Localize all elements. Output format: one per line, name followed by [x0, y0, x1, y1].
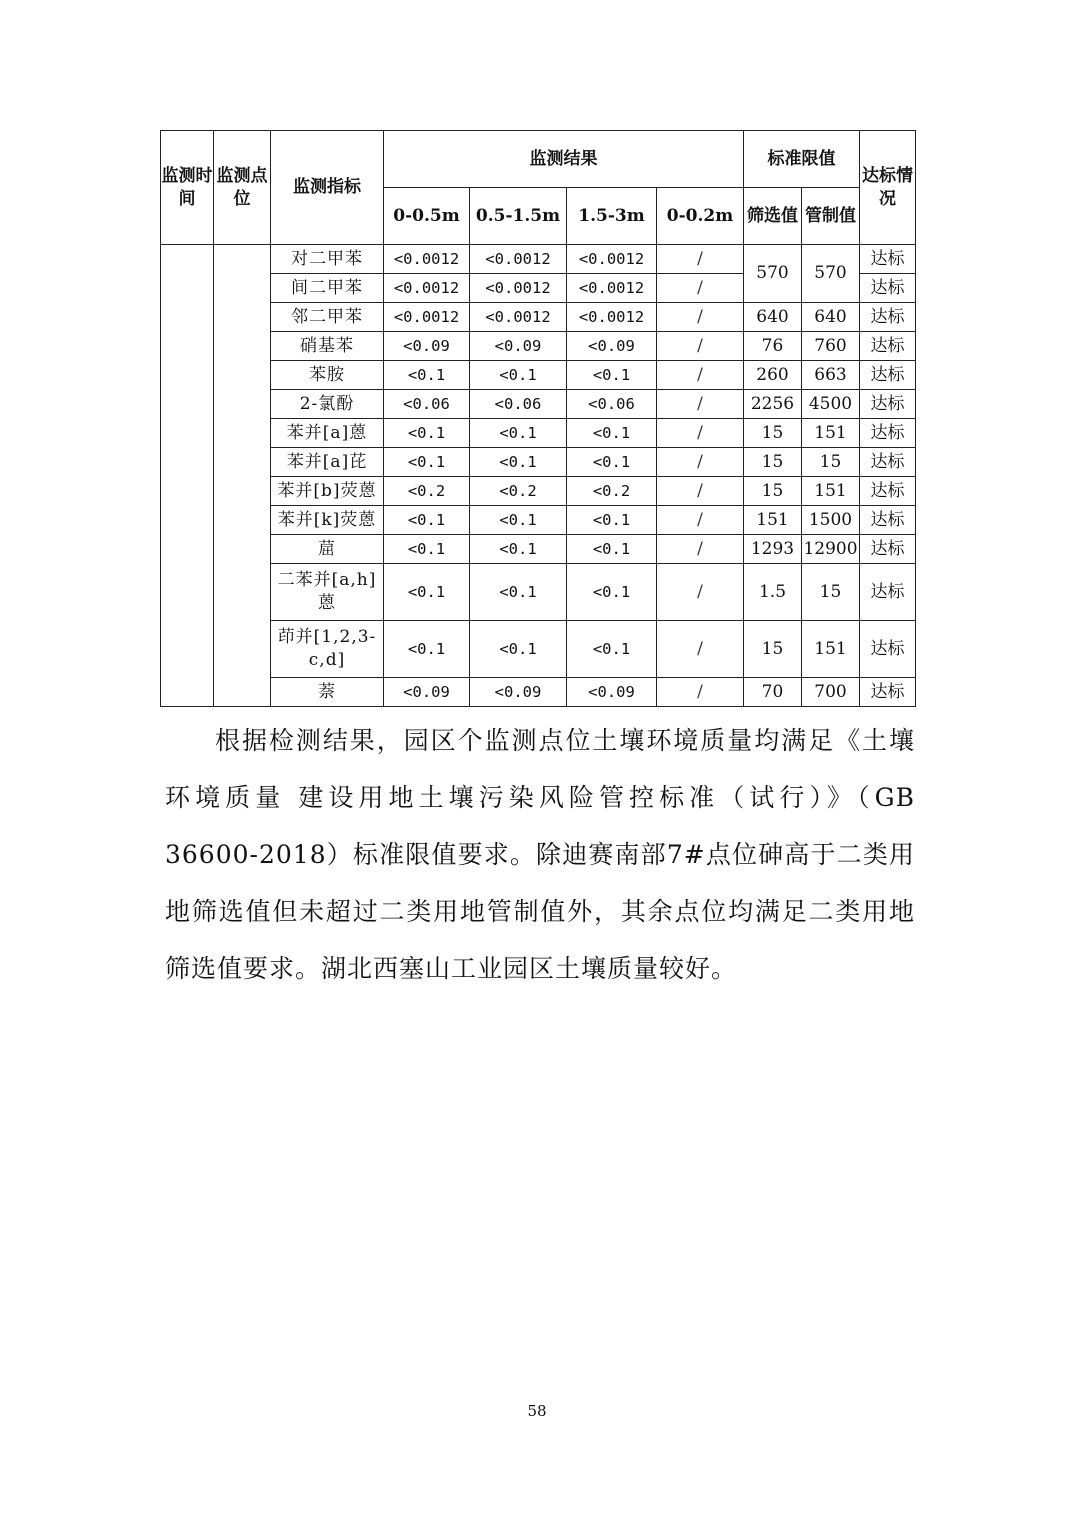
result-depth-3: <0.1 — [567, 564, 657, 621]
table-row — [161, 390, 916, 419]
result-depth-4: / — [657, 390, 744, 419]
result-depth-4: / — [657, 506, 744, 535]
result-depth-3: <0.0012 — [567, 245, 657, 274]
status-cell: 达标 — [860, 274, 916, 303]
result-depth-1: <0.0012 — [384, 303, 470, 332]
result-depth-4: / — [657, 621, 744, 678]
page-number: 58 — [527, 1402, 547, 1420]
result-depth-4: / — [657, 419, 744, 448]
result-depth-2: <0.0012 — [470, 303, 567, 332]
table-row — [161, 419, 916, 448]
result-depth-1: <0.1 — [384, 361, 470, 390]
screening-value: 70 — [744, 678, 802, 707]
soil-monitoring-table — [160, 130, 916, 707]
header-indicator: 监测指标 — [271, 131, 384, 245]
screening-value: 1.5 — [744, 564, 802, 621]
header-control: 管制值 — [802, 188, 860, 245]
table-row — [161, 564, 916, 621]
header-standard: 标准限值 — [744, 131, 860, 188]
control-value: 151 — [802, 477, 860, 506]
table-row — [161, 303, 916, 332]
control-value: 700 — [802, 678, 860, 707]
header-time: 监测时间 — [161, 131, 214, 245]
header-depth-2: 0.5-1.5m — [470, 188, 567, 245]
table-row — [161, 506, 916, 535]
header-depth-4: 0-0.2m — [657, 188, 744, 245]
indicator-name: 茚并[1,2,3-c,d] — [271, 621, 384, 678]
result-depth-2: <0.0012 — [470, 245, 567, 274]
result-depth-1: <0.1 — [384, 621, 470, 678]
result-depth-2: <0.1 — [470, 564, 567, 621]
indicator-name: 萘 — [271, 678, 384, 707]
indicator-name: 苯并[a]芘 — [271, 448, 384, 477]
result-depth-4: / — [657, 477, 744, 506]
result-depth-4: / — [657, 678, 744, 707]
table-row — [161, 332, 916, 361]
table-row — [161, 448, 916, 477]
screening-value: 1293 — [744, 535, 802, 564]
screening-value: 15 — [744, 419, 802, 448]
result-depth-1: <0.09 — [384, 678, 470, 707]
control-value: 151 — [802, 621, 860, 678]
control-value: 640 — [802, 303, 860, 332]
result-depth-1: <0.09 — [384, 332, 470, 361]
indicator-name: 对二甲苯 — [271, 245, 384, 274]
result-depth-2: <0.1 — [470, 419, 567, 448]
indicator-name: 硝基苯 — [271, 332, 384, 361]
result-depth-2: <0.1 — [470, 361, 567, 390]
indicator-name: 苯并[b]荧蒽 — [271, 477, 384, 506]
indicator-name: 苯胺 — [271, 361, 384, 390]
header-depth-3: 1.5-3m — [567, 188, 657, 245]
indicator-name: 邻二甲苯 — [271, 303, 384, 332]
status-cell: 达标 — [860, 678, 916, 707]
result-depth-3: <0.1 — [567, 448, 657, 477]
result-depth-1: <0.1 — [384, 535, 470, 564]
result-depth-4: / — [657, 448, 744, 477]
screening-value: 151 — [744, 506, 802, 535]
indicator-name: 2-氯酚 — [271, 390, 384, 419]
time-cell — [161, 245, 214, 707]
result-depth-3: <0.2 — [567, 477, 657, 506]
table-row — [161, 621, 916, 678]
table-row — [161, 477, 916, 506]
screening-value: 76 — [744, 332, 802, 361]
result-depth-2: <0.09 — [470, 678, 567, 707]
control-value: 760 — [802, 332, 860, 361]
table-header — [161, 131, 916, 245]
indicator-name: 二苯并[a,h]蒽 — [271, 564, 384, 621]
control-value: 15 — [802, 564, 860, 621]
conclusion-paragraph: 根据检测结果，园区个监测点位土壤环境质量均满足《土壤环境质量 建设用地土壤污染风险管控标准（试行）》（GB 36600-2018）标准限值要求。除迪赛南部7#点位砷高于二类用地筛选值但未超过二类用地管制值外，其余点位均满足二类用地筛选值要求。湖北西塞山工业园区土壤质量较好。 — [165, 726, 915, 983]
status-cell: 达标 — [860, 564, 916, 621]
screening-value: 15 — [744, 621, 802, 678]
result-depth-4: / — [657, 332, 744, 361]
result-depth-4: / — [657, 274, 744, 303]
screening-value: 15 — [744, 448, 802, 477]
result-depth-1: <0.1 — [384, 448, 470, 477]
status-cell: 达标 — [860, 477, 916, 506]
result-depth-1: <0.0012 — [384, 274, 470, 303]
result-depth-3: <0.09 — [567, 678, 657, 707]
result-depth-4: / — [657, 245, 744, 274]
status-cell: 达标 — [860, 448, 916, 477]
control-value: 4500 — [802, 390, 860, 419]
status-cell: 达标 — [860, 419, 916, 448]
result-depth-3: <0.09 — [567, 332, 657, 361]
result-depth-2: <0.1 — [470, 506, 567, 535]
status-cell: 达标 — [860, 332, 916, 361]
control-value: 1500 — [802, 506, 860, 535]
result-depth-1: <0.1 — [384, 564, 470, 621]
status-cell: 达标 — [860, 390, 916, 419]
header-depth-1: 0-0.5m — [384, 188, 470, 245]
table-row — [161, 535, 916, 564]
indicator-name: 苯并[a]蒽 — [271, 419, 384, 448]
result-depth-1: <0.1 — [384, 506, 470, 535]
result-depth-4: / — [657, 361, 744, 390]
result-depth-2: <0.09 — [470, 332, 567, 361]
control-value: 12900 — [802, 535, 860, 564]
control-value: 151 — [802, 419, 860, 448]
indicator-name: 苯并[k]荧蒽 — [271, 506, 384, 535]
screening-value: 640 — [744, 303, 802, 332]
indicator-name: 䓛 — [271, 535, 384, 564]
screening-value: 570 — [744, 245, 802, 303]
table-row — [161, 678, 916, 707]
result-depth-3: <0.1 — [567, 506, 657, 535]
result-depth-1: <0.06 — [384, 390, 470, 419]
status-cell: 达标 — [860, 361, 916, 390]
table-row — [161, 245, 916, 274]
result-depth-2: <0.1 — [470, 621, 567, 678]
header-status: 达标情况 — [860, 131, 916, 245]
screening-value: 2256 — [744, 390, 802, 419]
result-depth-2: <0.2 — [470, 477, 567, 506]
point-cell — [214, 245, 271, 707]
header-results: 监测结果 — [384, 131, 744, 188]
result-depth-4: / — [657, 535, 744, 564]
result-depth-3: <0.1 — [567, 621, 657, 678]
header-point: 监测点位 — [214, 131, 271, 245]
screening-value: 15 — [744, 477, 802, 506]
result-depth-4: / — [657, 303, 744, 332]
result-depth-2: <0.0012 — [470, 274, 567, 303]
result-depth-3: <0.1 — [567, 419, 657, 448]
result-depth-1: <0.1 — [384, 419, 470, 448]
result-depth-1: <0.0012 — [384, 245, 470, 274]
result-depth-3: <0.06 — [567, 390, 657, 419]
header-screening: 筛选值 — [744, 188, 802, 245]
result-depth-2: <0.1 — [470, 448, 567, 477]
status-cell: 达标 — [860, 245, 916, 274]
status-cell: 达标 — [860, 535, 916, 564]
result-depth-3: <0.1 — [567, 535, 657, 564]
control-value: 15 — [802, 448, 860, 477]
status-cell: 达标 — [860, 303, 916, 332]
result-depth-3: <0.1 — [567, 361, 657, 390]
status-cell: 达标 — [860, 506, 916, 535]
result-depth-2: <0.06 — [470, 390, 567, 419]
result-depth-3: <0.0012 — [567, 274, 657, 303]
result-depth-2: <0.1 — [470, 535, 567, 564]
result-depth-4: / — [657, 564, 744, 621]
result-depth-3: <0.0012 — [567, 303, 657, 332]
screening-value: 260 — [744, 361, 802, 390]
control-value: 570 — [802, 245, 860, 303]
result-depth-1: <0.2 — [384, 477, 470, 506]
table-row — [161, 361, 916, 390]
status-cell: 达标 — [860, 621, 916, 678]
indicator-name: 间二甲苯 — [271, 274, 384, 303]
control-value: 663 — [802, 361, 860, 390]
